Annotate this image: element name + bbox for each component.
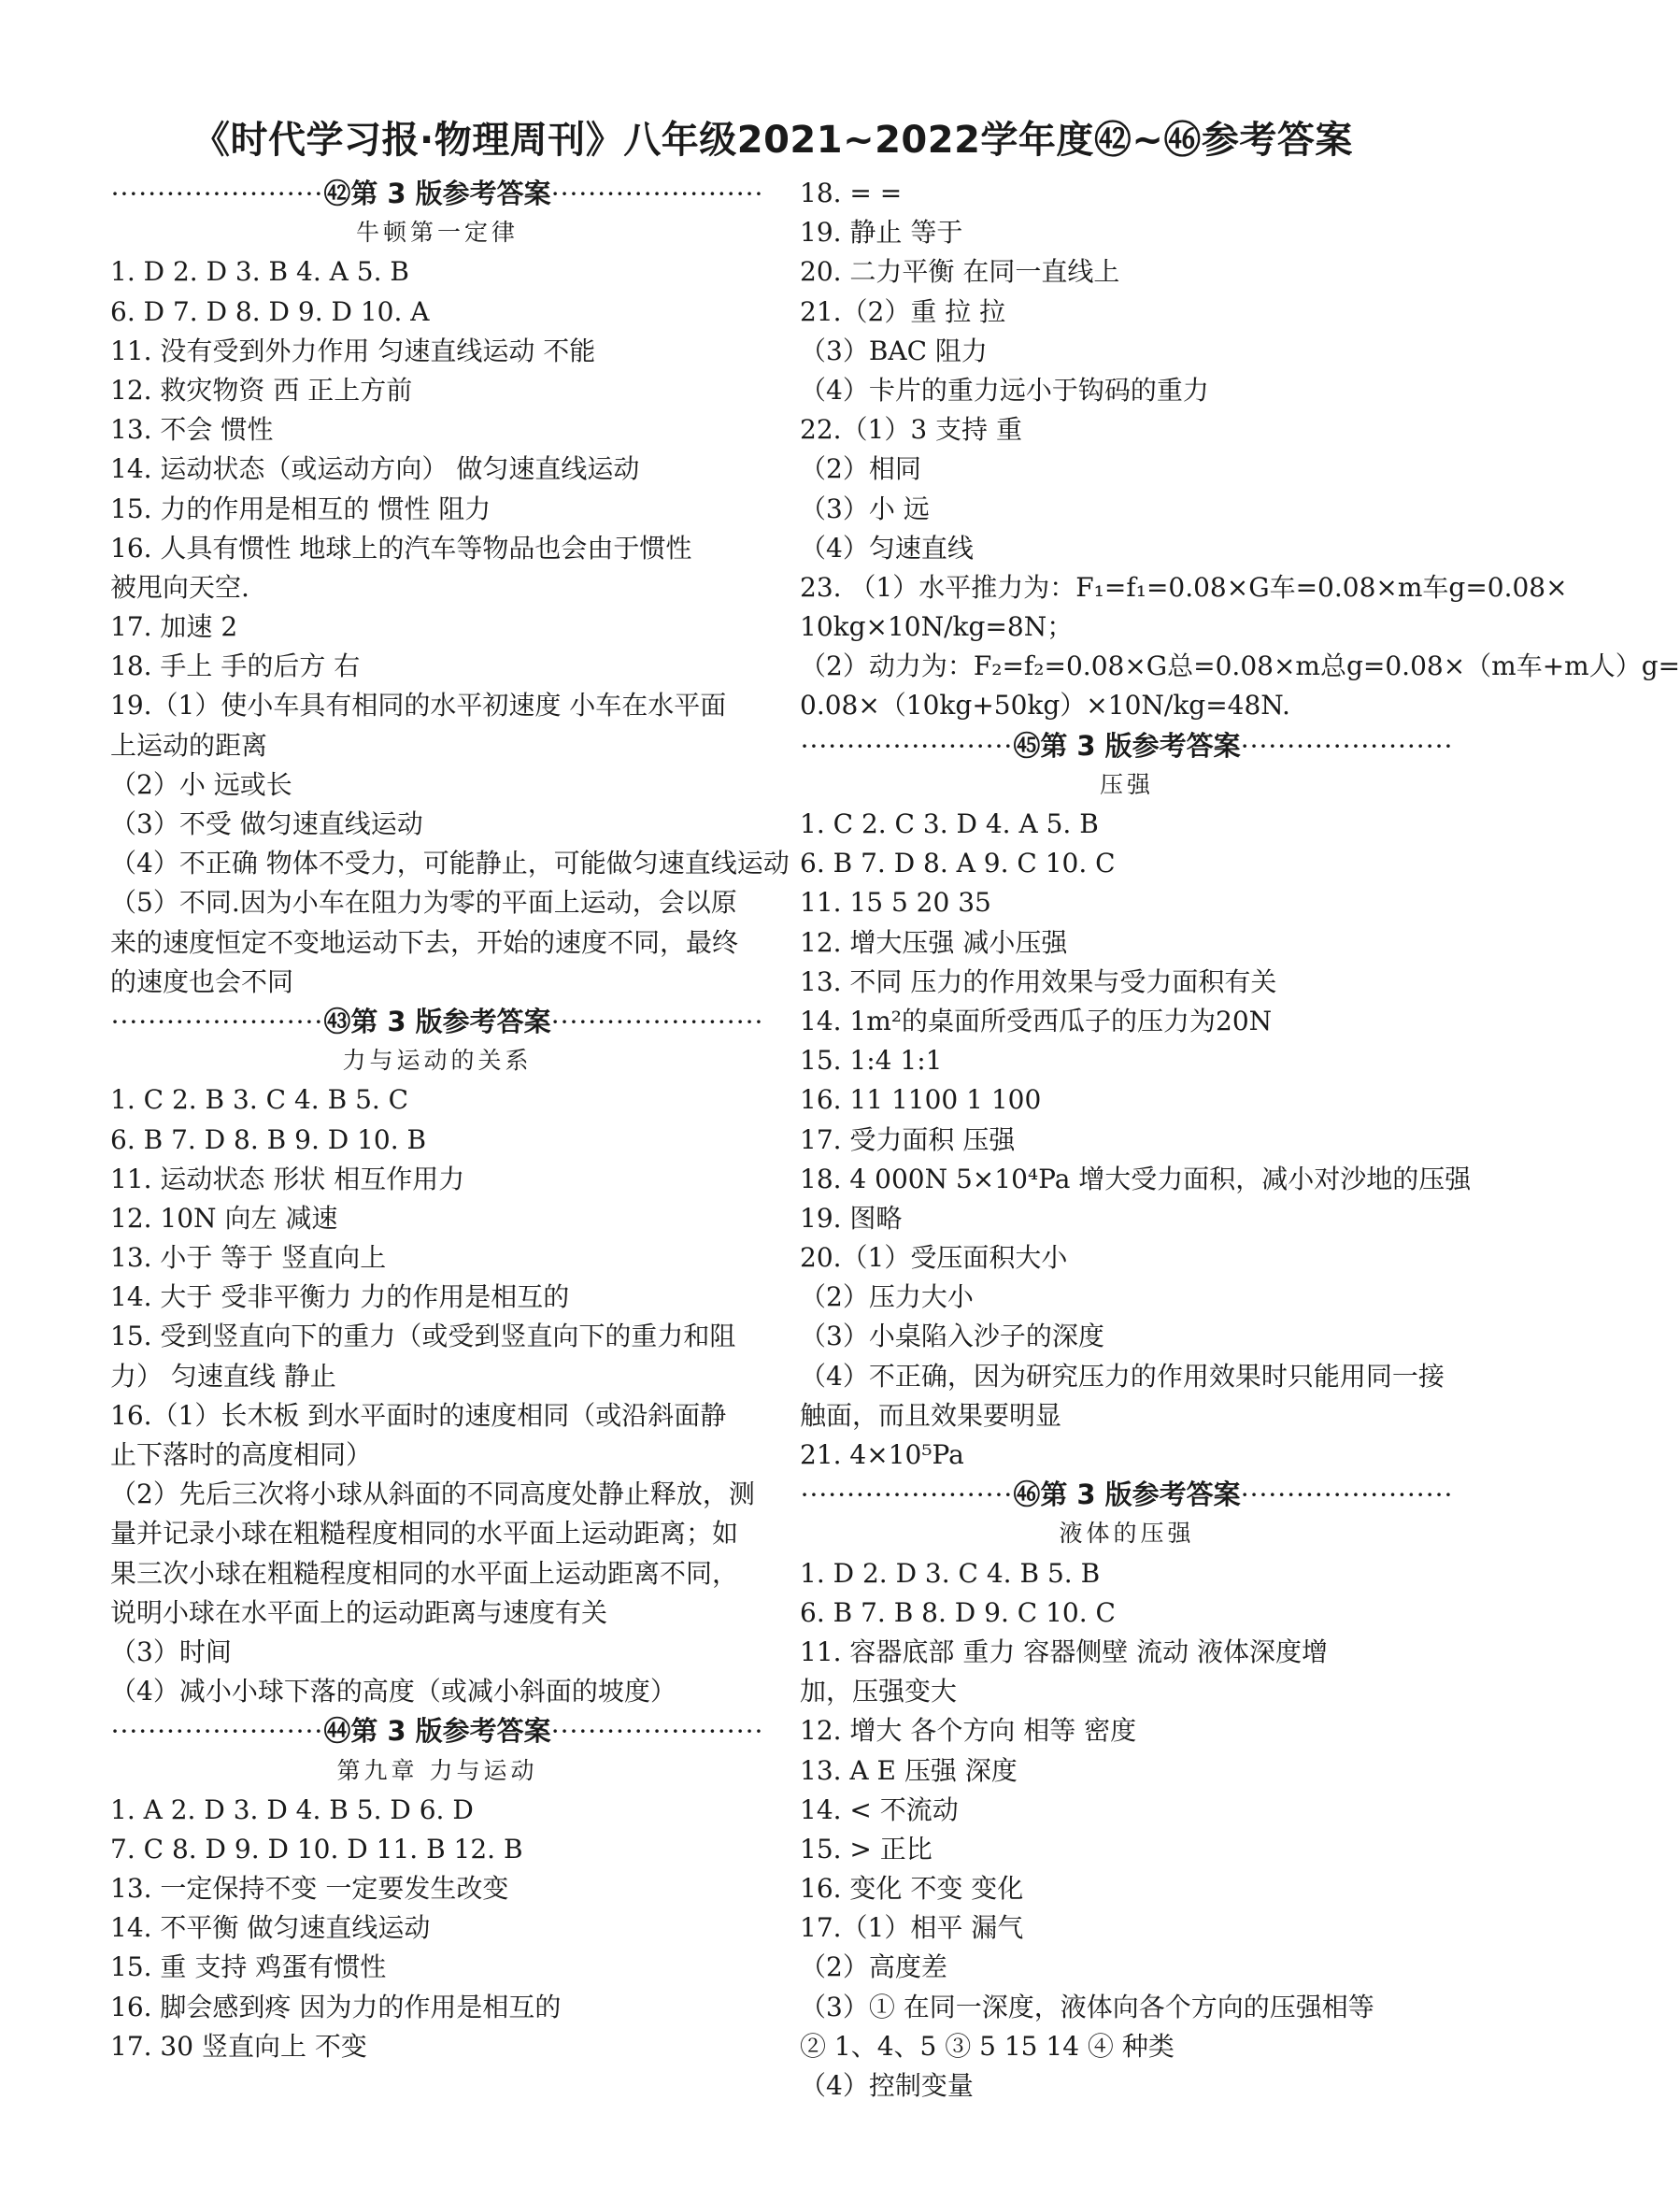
- section-subtitle: 牛顿第一定律: [355, 219, 519, 247]
- answer-line: 12. 10N 向左 减速: [110, 1202, 338, 1234]
- answer-line: 力） 匀速直线 静止: [110, 1360, 336, 1392]
- answer-line: 13. 一定保持不变 一定要发生改变: [110, 1873, 509, 1905]
- answer-line: 1. D 2. D 3. B 4. A 5. B: [110, 256, 409, 288]
- answer-line: 16. 11 1100 1 100: [800, 1084, 1042, 1116]
- answer-line: 15. 重 支持 鸡蛋有惯性: [110, 1951, 387, 1983]
- section-header-label: ㊻第 3 版参考答案: [1013, 1479, 1241, 1511]
- answer-line: （3）时间: [110, 1636, 232, 1667]
- section-header: [110, 1711, 764, 1750]
- answer-line: （5）不同.因为小车在阻力为零的平面上运动，会以原: [110, 887, 737, 919]
- answer-line: （3）不受 做匀速直线运动: [110, 808, 423, 839]
- answer-line: （3）① 在同一深度，液体向各个方向的压强相等: [800, 1991, 1374, 2022]
- section-header: [800, 1475, 1454, 1514]
- answer-line: 20.（1）受压面积大小: [800, 1242, 1068, 1274]
- answer-line: 6. B 7. D 8. A 9. C 10. C: [800, 848, 1116, 879]
- answer-line: 15. 1:4 1:1: [800, 1045, 943, 1077]
- answer-line: 21.（2）重 拉 拉: [800, 295, 1006, 327]
- answer-line: 13. A E 压强 深度: [800, 1754, 1018, 1786]
- answer-line: （4）匀速直线: [800, 532, 974, 564]
- answer-line: （2）压力大小: [800, 1281, 974, 1313]
- answer-line: 1. C 2. B 3. C 4. B 5. C: [110, 1084, 409, 1116]
- answer-line: 1. A 2. D 3. D 4. B 5. D 6. D: [110, 1793, 474, 1825]
- section-header: [110, 174, 764, 213]
- answer-line: 13. 小于 等于 竖直向上: [110, 1242, 387, 1274]
- answer-line: 果三次小球在粗糙程度相同的水平面上运动距离不同，: [110, 1557, 739, 1589]
- dotted-rule: ·······················: [1240, 1479, 1454, 1511]
- answer-line: 12. 救灾物资 西 正上方前: [110, 374, 413, 406]
- left-column: [110, 174, 790, 2066]
- answer-line: 止下落时的高度相同）: [110, 1439, 373, 1470]
- answer-line: 16. 变化 不变 变化: [800, 1873, 1024, 1905]
- answer-line: 15. 受到竖直向下的重力（或受到竖直向下的重力和阻: [110, 1321, 736, 1352]
- dotted-rule: ·······················: [110, 1716, 324, 1748]
- answer-line: 16. 人具有惯性 地球上的汽车等物品也会由于惯性: [110, 532, 692, 564]
- right-column: [800, 174, 1680, 2106]
- answer-line: 22.（1）3 支持 重: [800, 414, 1022, 446]
- answer-line: 1. D 2. D 3. C 4. B 5. B: [800, 1557, 1101, 1589]
- dotted-rule: ·······················: [1240, 730, 1454, 762]
- answer-line: 21. 4×10⁵Pa: [800, 1439, 964, 1470]
- section-header-label: ㊷第 3 版参考答案: [323, 178, 551, 209]
- answer-line: 14. 大于 受非平衡力 力的作用是相互的: [110, 1281, 570, 1313]
- answer-line: 来的速度恒定不变地运动下去，开始的速度不同，最终: [110, 926, 739, 958]
- answer-line: （2）高度差: [800, 1951, 947, 1983]
- section-header: [800, 726, 1454, 765]
- answer-line: 12. 增大压强 减小压强: [800, 926, 1068, 958]
- answer-line: （3）小 远: [800, 493, 930, 524]
- section-header-label: ㊸第 3 版参考答案: [323, 1005, 551, 1037]
- answer-line: 7. C 8. D 9. D 10. D 11. B 12. B: [110, 1833, 523, 1865]
- answer-line: 11. 运动状态 形状 相互作用力: [110, 1163, 465, 1194]
- answer-line: 17.（1）相平 漏气: [800, 1912, 1024, 1944]
- dotted-rule: ·······················: [110, 1006, 324, 1037]
- answer-line: 19. 图略: [800, 1202, 903, 1234]
- section-header: [110, 1002, 764, 1041]
- answer-line: 说明小球在水平面上的运动距离与速度有关: [110, 1596, 608, 1628]
- answer-line: 1. C 2. C 3. D 4. A 5. B: [800, 808, 1099, 839]
- answer-line: 11. 容器底部 重力 容器侧壁 流动 液体深度增: [800, 1636, 1329, 1667]
- answer-line: （4）减小小球下落的高度（或减小斜面的坡度）: [110, 1676, 676, 1707]
- answer-line: 量并记录小球在粗糙程度相同的水平面上运动距离；如: [110, 1518, 739, 1550]
- section-subtitle: 力与运动的关系: [342, 1047, 533, 1075]
- answer-line: （3）小桌陷入沙子的深度: [800, 1321, 1104, 1352]
- answer-line: 被甩向天空.: [110, 571, 249, 603]
- answer-line: （4）不正确 物体不受力，可能静止，可能做匀速直线运动: [110, 848, 790, 879]
- answer-line: （4）卡片的重力远小于钩码的重力: [800, 374, 1209, 406]
- dotted-rule: ·······················: [550, 179, 764, 209]
- answer-line: 14. 运动状态（或运动方向） 做匀速直线运动: [110, 453, 640, 485]
- answer-line: 6. B 7. B 8. D 9. C 10. C: [800, 1596, 1116, 1628]
- answer-line: （2）小 远或长: [110, 768, 292, 800]
- answer-line: 14. 1m²的桌面所受西瓜子的压力为20N: [800, 1005, 1273, 1036]
- answer-line: （4）控制变量: [800, 2070, 974, 2101]
- answer-line: 16.（1）长木板 到水平面时的速度相同（或沿斜面静: [110, 1399, 727, 1431]
- section-subtitle: 第九章 力与运动: [336, 1756, 538, 1784]
- dotted-rule: ·······················: [550, 1716, 764, 1748]
- dotted-rule: ·······················: [550, 1006, 764, 1037]
- answer-line: 13. 不会 惯性: [110, 414, 274, 446]
- answer-line: 上运动的距离: [110, 729, 268, 761]
- answer-line: 0.08×（10kg+50kg）×10N/kg=48N.: [800, 690, 1290, 722]
- answer-line: 18. = =: [800, 178, 903, 208]
- answer-line: 15. 力的作用是相互的 惯性 阻力: [110, 493, 491, 524]
- answer-line: 16. 脚会感到疼 因为力的作用是相互的: [110, 1991, 562, 2022]
- answer-line: 13. 不同 压力的作用效果与受力面积有关: [800, 965, 1277, 997]
- answer-line: 15. > 正比: [800, 1833, 933, 1865]
- answer-line: 18. 手上 手的后方 右: [110, 650, 361, 682]
- dotted-rule: ·······················: [800, 1479, 1014, 1511]
- answer-line: 17. 加速 2: [110, 611, 238, 643]
- answer-line: （3）BAC 阻力: [800, 335, 988, 366]
- answer-line: 17. 30 竖直向上 不变: [110, 2030, 367, 2062]
- page-title: 《时代学习报·物理周刊》八年级2021~2022学年度㊷~㊻参考答案: [192, 119, 1353, 162]
- section-header-label: ㊹第 3 版参考答案: [323, 1715, 551, 1748]
- answer-line: 6. B 7. D 8. B 9. D 10. B: [110, 1123, 427, 1155]
- answer-line: （2）先后三次将小球从斜面的不同高度处静止释放，测: [110, 1479, 755, 1510]
- section-header-label: ㊺第 3 版参考答案: [1013, 729, 1241, 762]
- section-subtitle: 液体的压强: [1059, 1520, 1195, 1548]
- answer-line: 18. 4 000N 5×10⁴Pa 增大受力面积，减小对沙地的压强: [800, 1163, 1472, 1194]
- dotted-rule: ·······················: [110, 179, 324, 209]
- answer-line: 12. 增大 各个方向 相等 密度: [800, 1715, 1137, 1747]
- answer-line: （4）不正确，因为研究压力的作用效果时只能用同一接: [800, 1360, 1445, 1392]
- answer-line: 17. 受力面积 压强: [800, 1123, 1016, 1155]
- section-subtitle: 压强: [1099, 770, 1154, 798]
- dotted-rule: ·······················: [800, 730, 1014, 762]
- answer-line: （2）相同: [800, 453, 921, 485]
- answer-line: 23. （1）水平推力为：F₁=f₁=0.08×G车=0.08×m车g=0.08×: [800, 571, 1568, 603]
- answer-line: 触面，而且效果要明显: [800, 1399, 1062, 1431]
- answer-line: （2）动力为：F₂=f₂=0.08×G总=0.08×m总g=0.08×（m车+m人）g=: [800, 650, 1680, 682]
- answer-line: 14. < 不流动: [800, 1793, 959, 1825]
- answer-line: 6. D 7. D 8. D 9. D 10. A: [110, 295, 430, 327]
- answer-line: ② 1、4、5 ③ 5 15 14 ④ 种类: [800, 2030, 1175, 2062]
- answer-line: 10kg×10N/kg=8N；: [800, 611, 1074, 643]
- answer-line: 11. 15 5 20 35: [800, 887, 991, 919]
- answer-line: 19.（1）使小车具有相同的水平初速度 小车在水平面: [110, 690, 727, 722]
- answer-line: 14. 不平衡 做匀速直线运动: [110, 1912, 431, 1944]
- answer-line: 19. 静止 等于: [800, 217, 963, 249]
- answer-line: 加，压强变大: [800, 1676, 958, 1707]
- answer-line: 20. 二力平衡 在同一直线上: [800, 256, 1120, 288]
- answer-line: 11. 没有受到外力作用 匀速直线运动 不能: [110, 335, 596, 366]
- answer-line: 的速度也会不同: [110, 965, 294, 997]
